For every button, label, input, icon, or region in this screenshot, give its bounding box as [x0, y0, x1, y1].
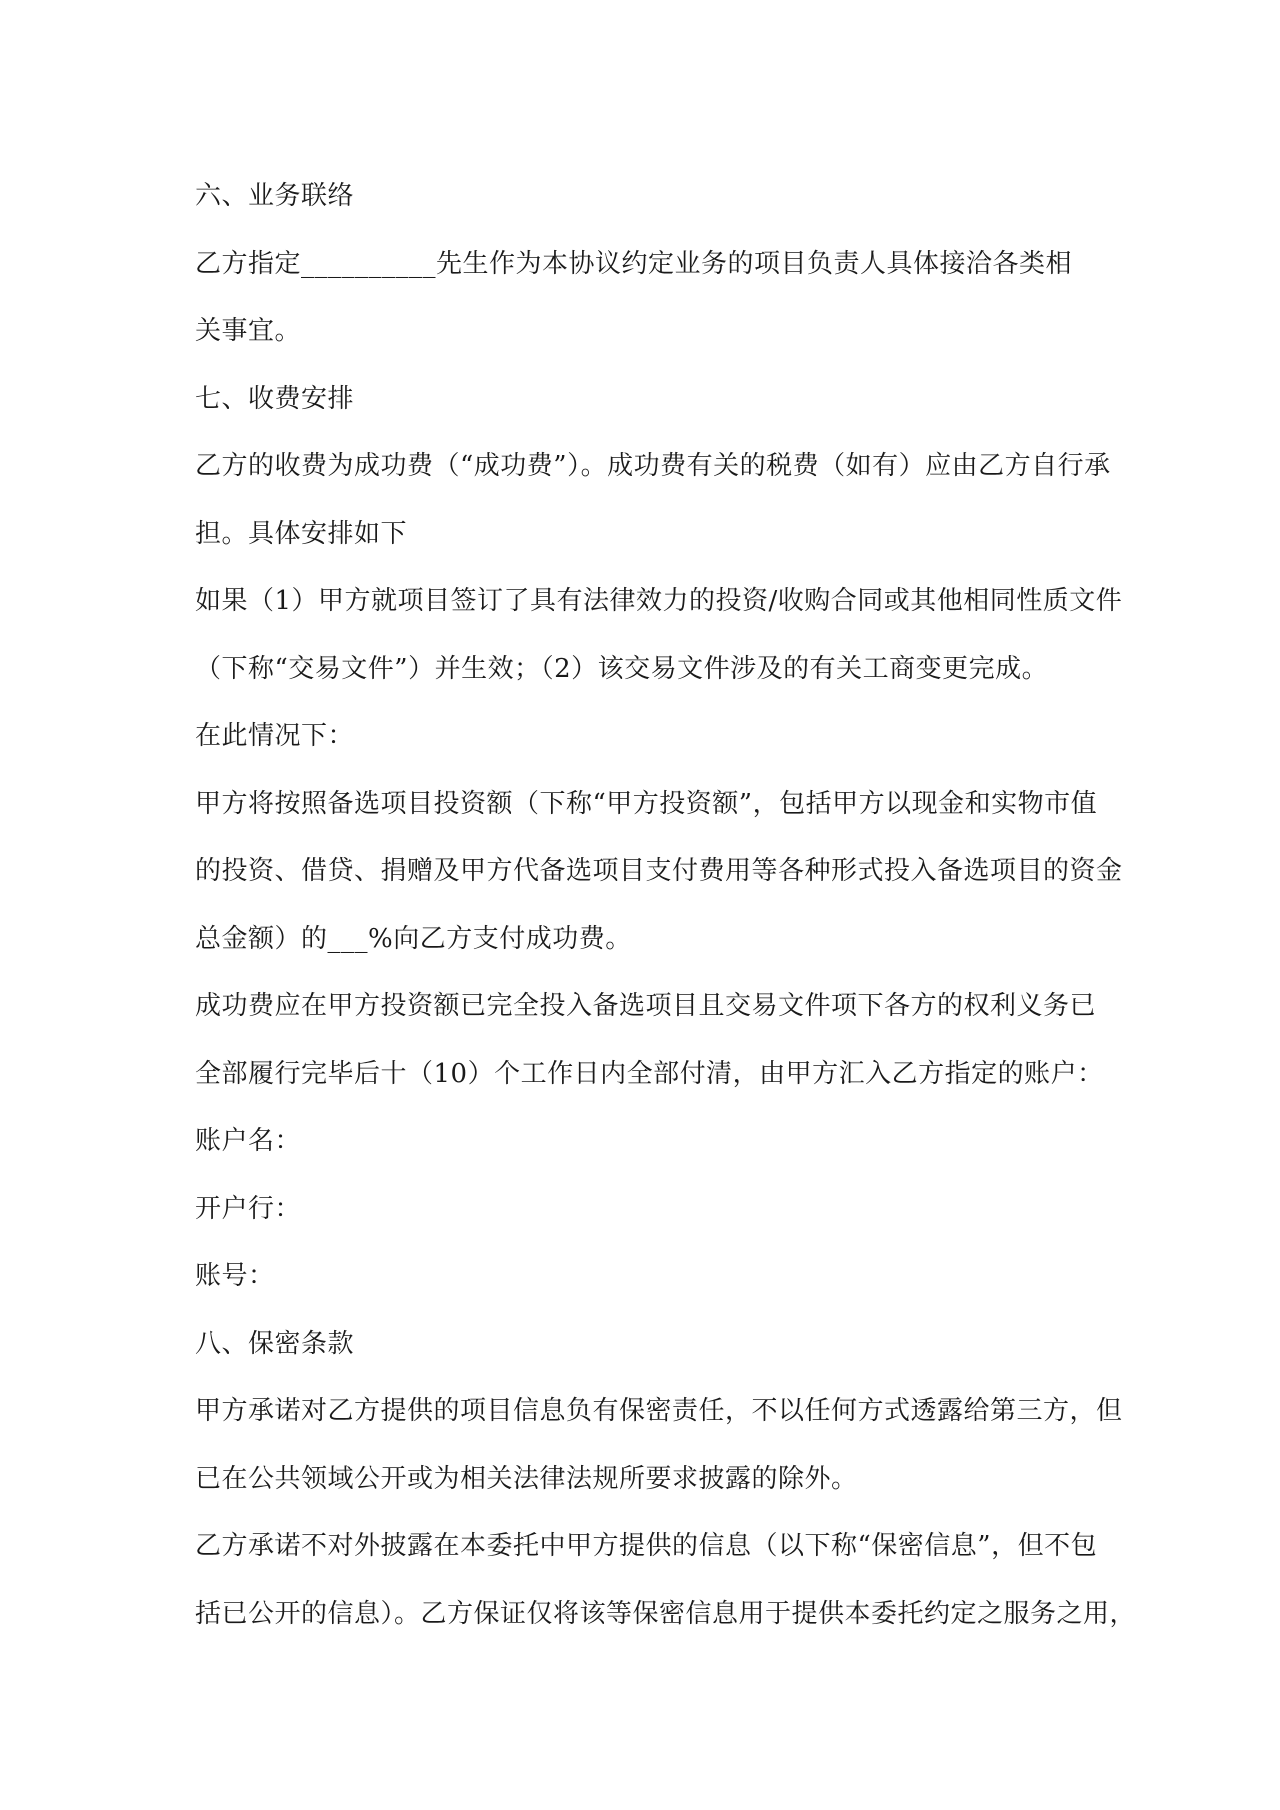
section-heading-fee-arrangement: 七、收费安排 [195, 383, 355, 414]
paragraph-line: 成功费应在甲方投资额已完全投入备选项目且交易文件项下各方的权利义务已 [195, 991, 1097, 1021]
paragraph-line: 担。具体安排如下 [195, 518, 408, 549]
account-number-label: 账号： [195, 1261, 275, 1291]
paragraph-line: 的投资、借贷、捐赠及甲方代备选项目支付费用等各种形式投入备选项目的资金 [195, 856, 1123, 886]
account-name-label: 账户名： [195, 1126, 302, 1156]
paragraph-line: 乙方指定__________先生作为本协议约定业务的项目负责人具体接洽各类相 [195, 248, 1073, 279]
paragraph-line: 全部履行完毕后十（10）个工作日内全部付清，由甲方汇入乙方指定的账户： [195, 1058, 1104, 1089]
section-heading-confidentiality: 八、保密条款 [195, 1328, 355, 1359]
paragraph-line: 乙方承诺不对外披露在本委托中甲方提供的信息（以下称“保密信息”，但不包 [195, 1531, 1098, 1561]
document-page [195, 163, 1137, 1648]
section-heading-business-contact: 六、业务联络 [195, 181, 355, 211]
paragraph-line: 总金额）的___%向乙方支付成功费。 [195, 923, 632, 954]
paragraph-line: （下称“交易文件”）并生效；（2）该交易文件涉及的有关工商变更完成。 [195, 653, 1049, 684]
paragraph-line: 括已公开的信息）。乙方保证仅将该等保密信息用于提供本委托约定之服务之用， [195, 1598, 1137, 1629]
paragraph-line: 如果（1）甲方就项目签订了具有法律效力的投资/收购合同或其他相同性质文件 [195, 586, 1123, 616]
bank-label: 开户行： [195, 1193, 302, 1224]
paragraph-line: 甲方将按照备选项目投资额（下称“甲方投资额”，包括甲方以现金和实物市值 [195, 788, 1098, 819]
paragraph-line: 关事宜。 [195, 316, 302, 346]
paragraph-line: 已在公共领域公开或为相关法律法规所要求披露的除外。 [195, 1463, 858, 1494]
paragraph-line: 乙方的收费为成功费（“成功费”）。成功费有关的税费（如有）应由乙方自行承 [195, 451, 1111, 481]
paragraph-line: 甲方承诺对乙方提供的项目信息负有保密责任，不以任何方式透露给第三方，但 [195, 1396, 1123, 1426]
paragraph-line: 在此情况下： [195, 721, 355, 751]
